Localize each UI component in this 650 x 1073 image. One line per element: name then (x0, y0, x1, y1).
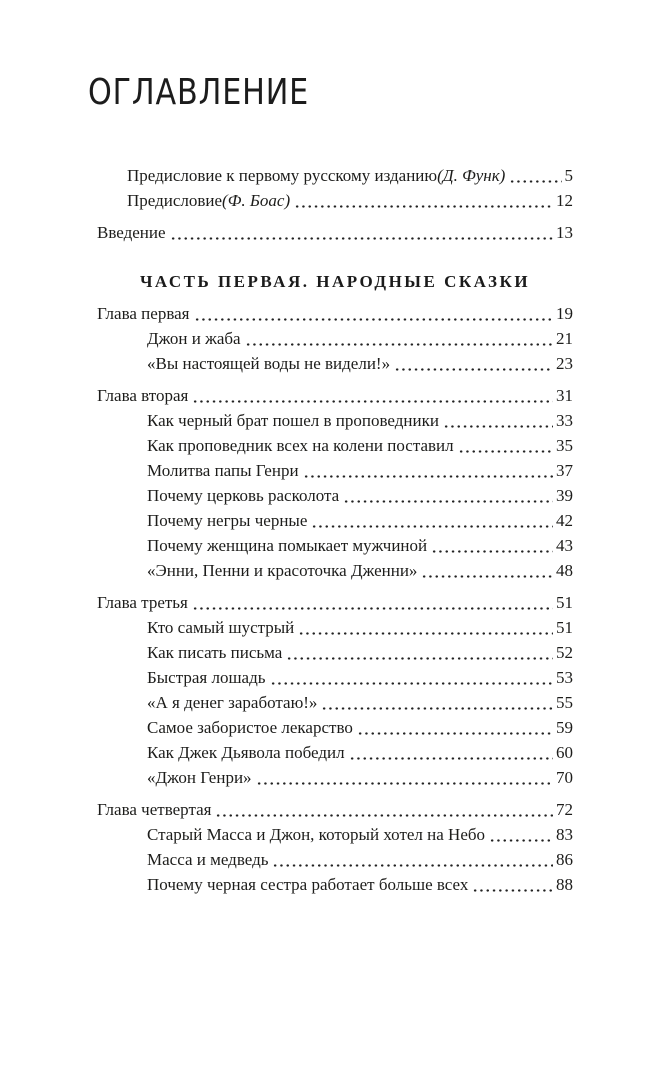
toc-entry-author: (Ф. Боас) (222, 191, 291, 210)
toc-entry-page: 51 (556, 618, 573, 637)
book-page (0, 73, 650, 1073)
toc-entry (97, 384, 573, 408)
toc-entry-page: 19 (556, 304, 573, 323)
dot-leader (286, 657, 553, 660)
dot-leader (303, 475, 553, 478)
dot-leader (294, 205, 553, 208)
toc-entry (97, 221, 573, 245)
toc-entry (97, 352, 573, 376)
toc-entry (97, 691, 573, 715)
toc-entry-title: Как проповедник всех на колени поставил (147, 436, 454, 455)
toc-entry-page: 53 (556, 668, 573, 687)
toc-entry-page: 42 (556, 511, 573, 530)
page-title: ОГЛАВЛЕНИЕ (88, 72, 310, 113)
toc-entry (97, 484, 573, 508)
toc-entry-page: 60 (556, 743, 573, 762)
toc-entry (97, 559, 573, 583)
dot-leader (298, 632, 553, 635)
dot-leader (170, 237, 553, 240)
toc-entry (97, 534, 573, 558)
toc-entry (97, 823, 573, 847)
toc-entry (97, 327, 573, 351)
toc-entry-title: Старый Масса и Джон, который хотел на Небо (147, 825, 486, 844)
toc-entry-page: 33 (556, 411, 573, 430)
toc-entry (97, 848, 573, 872)
toc-entry-page: 23 (556, 354, 573, 373)
toc-entry-title: «А я денег заработаю!» (147, 693, 318, 712)
toc-entry-title: Предисловие (127, 191, 223, 210)
dot-leader (321, 707, 553, 710)
dot-leader (245, 343, 553, 346)
toc-entry-page: 13 (556, 223, 573, 242)
dot-leader (472, 889, 553, 892)
toc-entry-title: «Вы настоящей воды не видели!» (147, 354, 391, 373)
toc-entry-title: Кто самый шустрый (147, 618, 295, 637)
toc-entry-page: 21 (556, 329, 573, 348)
toc-entry-title: Быстрая лошадь (147, 668, 266, 687)
toc-entry-page: 55 (556, 693, 573, 712)
dot-leader (192, 400, 553, 403)
toc-entry-page: 37 (556, 461, 573, 480)
toc-entry-title: Глава первая (97, 304, 190, 323)
toc-entry-page: 35 (556, 436, 573, 455)
dot-leader (431, 550, 553, 553)
toc-entry (97, 741, 573, 765)
toc-entry (97, 716, 573, 740)
toc-entry-title: Самое забористое лекарство (147, 718, 353, 737)
toc-entry-page: 52 (556, 643, 573, 662)
toc-entry (97, 798, 573, 822)
toc-entry (97, 164, 573, 188)
dot-leader (192, 607, 553, 610)
toc-entry (97, 666, 573, 690)
toc-entry-page: 12 (556, 191, 573, 210)
toc-entry-title: Глава вторая (97, 386, 189, 405)
dot-leader (489, 839, 553, 842)
toc-entry (97, 434, 573, 458)
dot-leader (394, 368, 553, 371)
toc-entry-title: Масса и медведь (147, 850, 269, 869)
dot-leader (509, 180, 561, 183)
toc-entry (97, 591, 573, 615)
toc-entry-title: Почему женщина помыкает мужчиной (147, 536, 428, 555)
toc-entry (97, 873, 573, 897)
dot-leader (270, 682, 553, 685)
dot-leader (311, 525, 553, 528)
toc-entry-title: Почему церковь расколота (147, 486, 340, 505)
toc-entry-title: «Энни, Пенни и красоточка Дженни» (147, 561, 418, 580)
toc-entry-page: 83 (556, 825, 573, 844)
toc-entry (97, 766, 573, 790)
toc-entry-page: 88 (556, 875, 573, 894)
toc-entry-author: (Д. Функ) (437, 166, 506, 185)
toc-entry-title: Как Джек Дьявола победил (147, 743, 345, 762)
toc-entry-page: 5 (564, 166, 573, 185)
toc-entry (97, 641, 573, 665)
toc-entry-page: 48 (556, 561, 573, 580)
dot-leader (343, 500, 553, 503)
toc-entry-title: Как черный брат пошел в проповедники (147, 411, 439, 430)
toc-entry-title: Как писать письма (147, 643, 283, 662)
toc-entry-page: 43 (556, 536, 573, 555)
toc-entry-title: Почему черная сестра работает больше всех (147, 875, 469, 894)
toc-entry-title: «Джон Генри» (147, 768, 252, 787)
toc-entry-page: 39 (556, 486, 573, 505)
dot-leader (194, 318, 554, 321)
dot-leader (215, 814, 553, 817)
toc-entry-page: 86 (556, 850, 573, 869)
dot-leader (256, 782, 553, 785)
part-heading: ЧАСТЬ ПЕРВАЯ. НАРОДНЫЕ СКАЗКИ (139, 272, 531, 291)
toc-entry-title: Глава четвертая (97, 800, 212, 819)
toc-entry-page: 31 (556, 386, 573, 405)
toc-entry (97, 409, 573, 433)
toc-entry (97, 302, 573, 326)
toc-entry-page: 72 (556, 800, 573, 819)
dot-leader (458, 450, 553, 453)
toc-entry-title: Молитва папы Генри (147, 461, 299, 480)
dot-leader (421, 575, 553, 578)
toc-entry-title: Почему негры черные (147, 511, 308, 530)
toc-entry (97, 616, 573, 640)
toc-entry-title: Глава третья (97, 593, 188, 612)
toc-entry-page: 59 (556, 718, 573, 737)
dot-leader (349, 757, 553, 760)
toc-entry-title: Джон и жаба (147, 329, 241, 348)
dot-leader (357, 732, 553, 735)
toc-entry-title: Введение (97, 223, 166, 242)
toc-entry-title: Предисловие к первому русскому изданию (127, 166, 438, 185)
dot-leader (443, 425, 553, 428)
toc-entry (97, 189, 573, 213)
toc-entry (97, 509, 573, 533)
table-of-contents (97, 164, 573, 897)
toc-entry-page: 70 (556, 768, 573, 787)
toc-entry (97, 459, 573, 483)
toc-entry-page: 51 (556, 593, 573, 612)
dot-leader (272, 864, 553, 867)
